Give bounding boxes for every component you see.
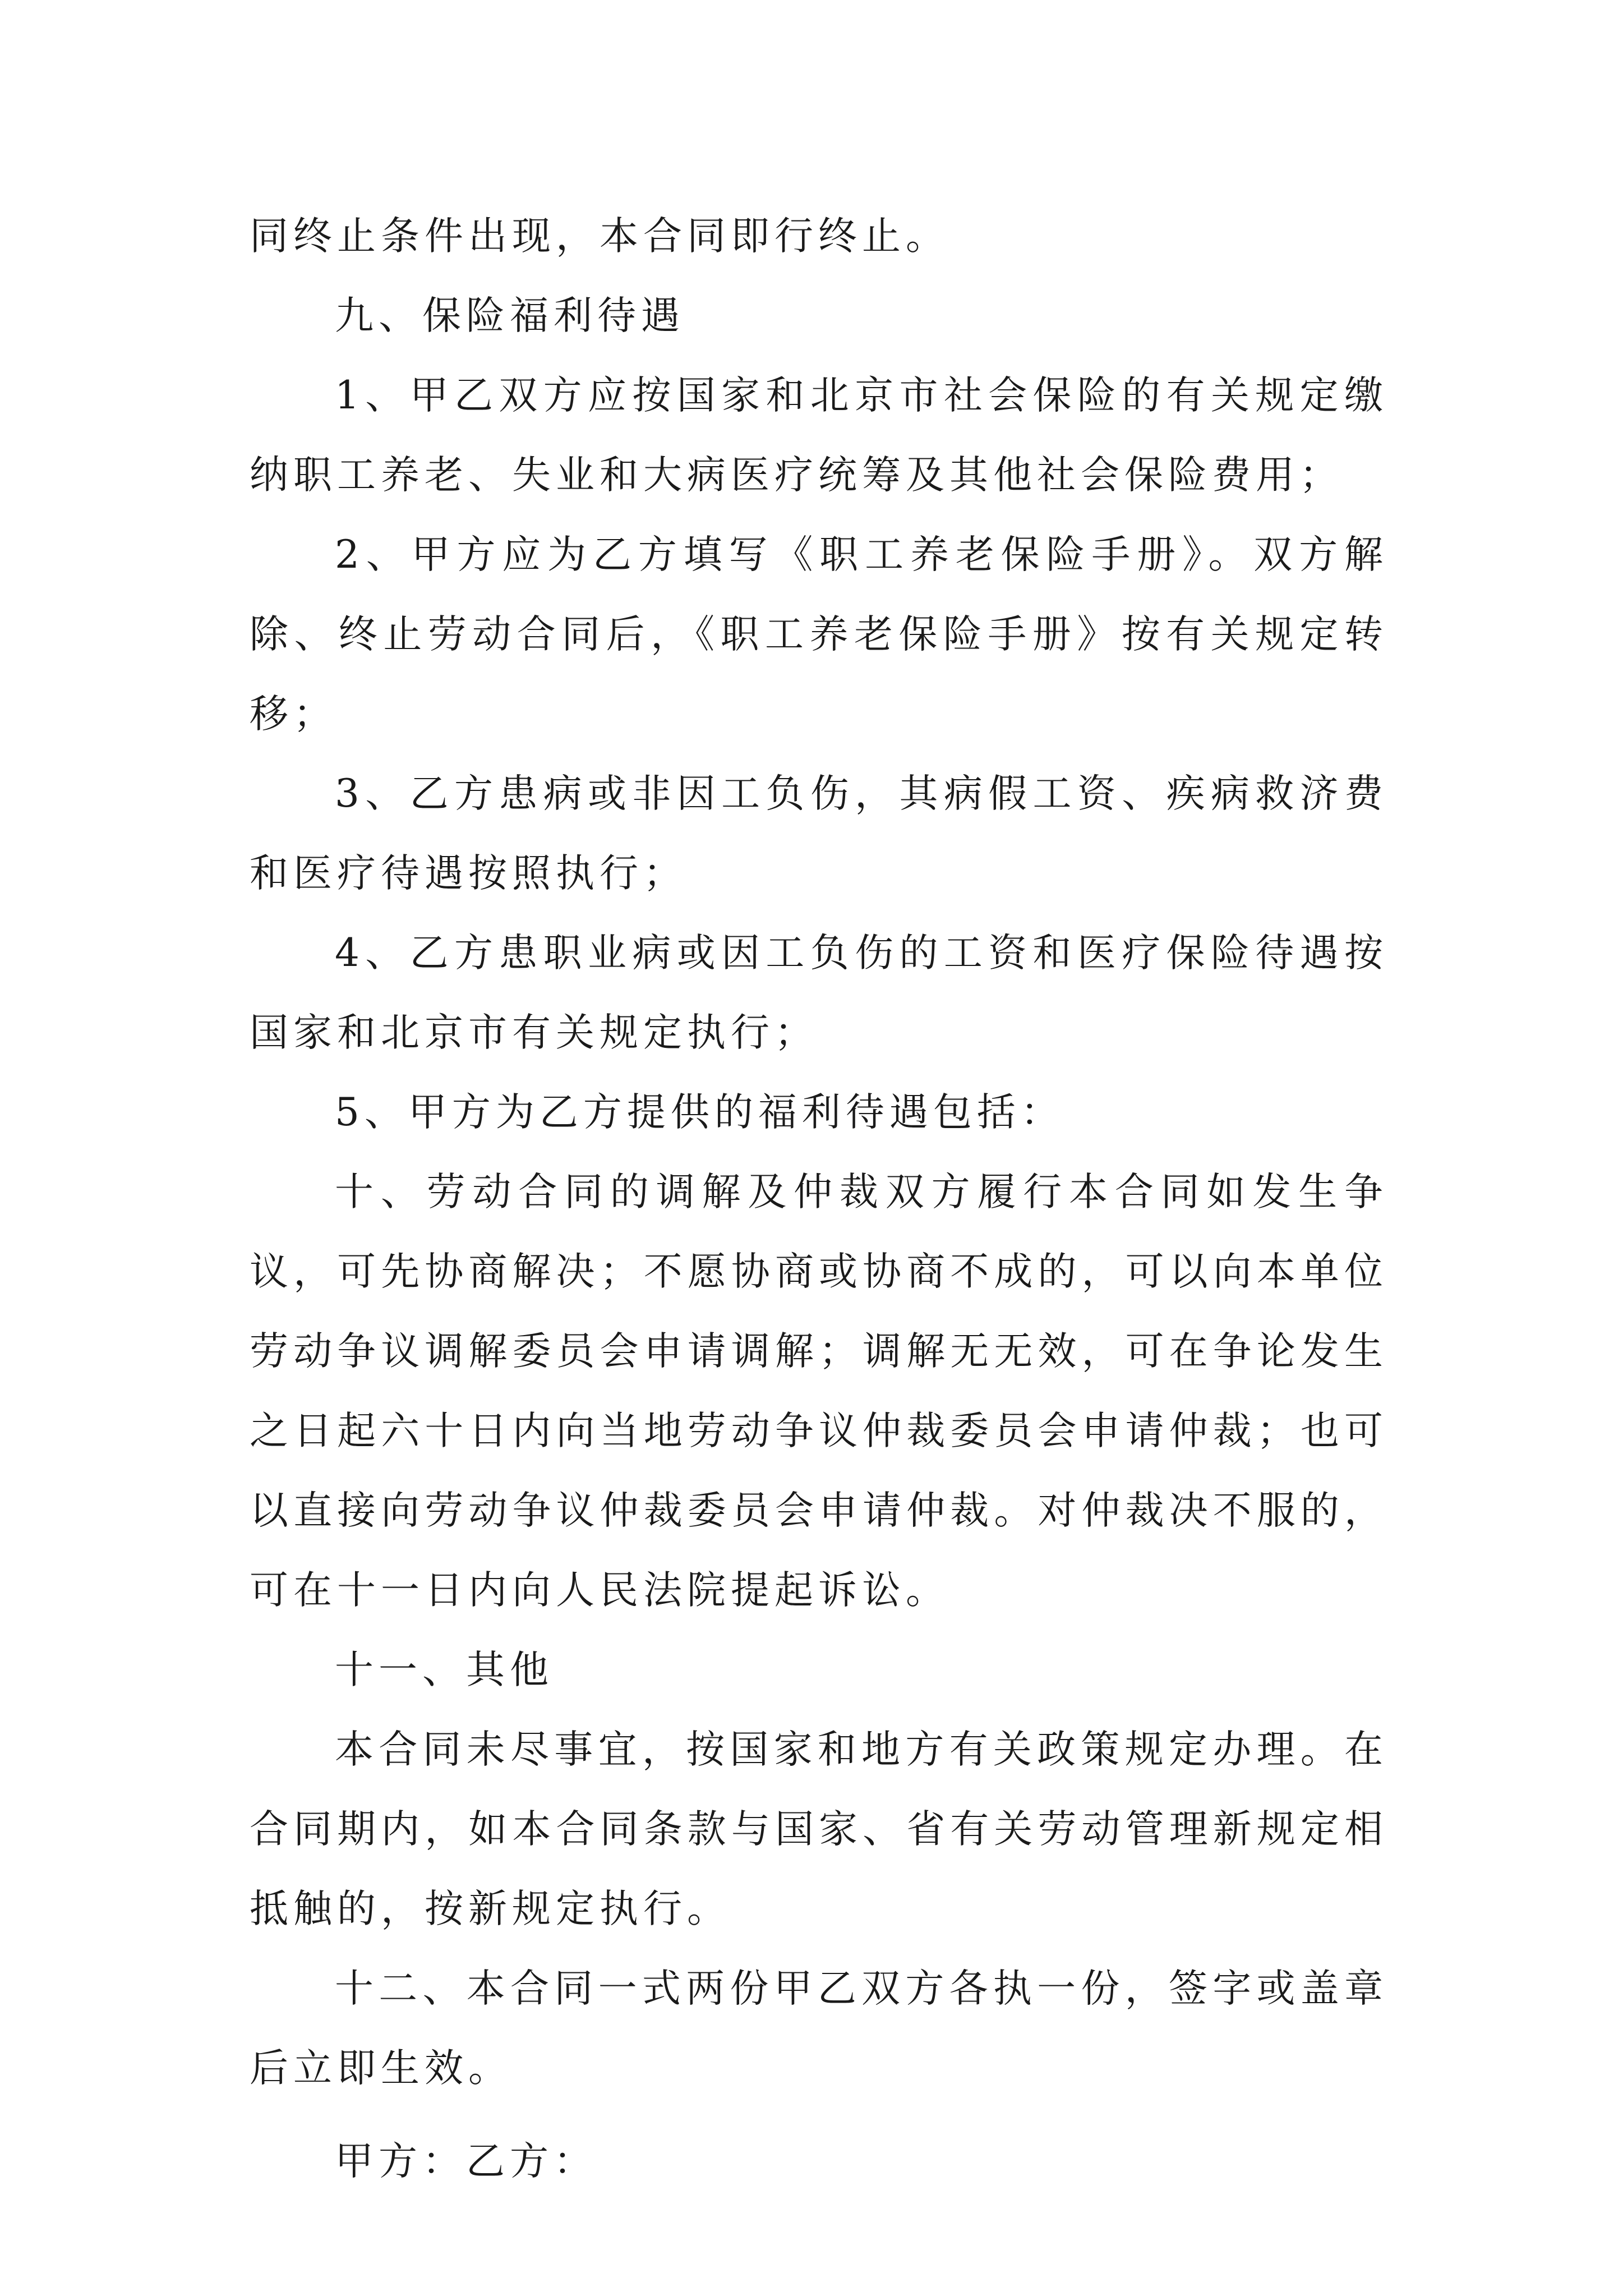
heading-insurance-welfare: 九、保险福利待遇 xyxy=(335,293,685,338)
paragraph-mediation-arbitration: 十、劳动合同的调解及仲裁双方履行本合同如发生争议，可先协商解决；不愿协商或协商不成的，可以向本单位劳动争议调解委员会申请调解；调解无无效，可在争论发生之日起六十日内向当地劳动争议仲裁委员会申请仲裁；也可以直接向劳动争议仲裁委员会申请仲裁。对仲裁决不服的，可在十一日内向人民法院提起诉讼。 xyxy=(250,1170,1388,1613)
document-body xyxy=(250,196,1388,2201)
paragraph-contract-termination-continued: 同终止条件出现，本合同即行终止。 xyxy=(250,214,949,259)
paragraph-copies-effective: 十二、本合同一式两份甲乙双方各执一份，签字或盖章后立即生效。 xyxy=(250,1966,1388,2091)
paragraph-pension-handbook: 2、甲方应为乙方填写《职工养老保险手册》。双方解除、终止劳动合同后，《职工养老保险手册》按有关规定转移； xyxy=(250,532,1388,737)
paragraph-sick-leave: 3、乙方患病或非因工负伤，其病假工资、疾病救济费和医疗待遇按照执行； xyxy=(250,771,1388,896)
paragraph-welfare-benefits: 5、甲方为乙方提供的福利待遇包括： xyxy=(335,1090,1064,1135)
heading-other: 十一、其他 xyxy=(335,1648,554,1692)
signature-line: 甲方：乙方： xyxy=(335,2139,597,2184)
paragraph-occupational-injury: 4、乙方患职业病或因工负伤的工资和医疗保险待遇按国家和北京市有关规定执行； xyxy=(250,931,1388,1055)
paragraph-unfinished-matters: 本合同未尽事宜，按国家和地方有关政策规定办理。在合同期内，如本合同条款与国家、省有关劳动管理新规定相抵触的，按新规定执行。 xyxy=(250,1727,1388,1931)
paragraph-social-insurance: 1、甲乙双方应按国家和北京市社会保险的有关规定缴纳职工养老、失业和大病医疗统筹及其他社会保险费用； xyxy=(250,373,1388,498)
